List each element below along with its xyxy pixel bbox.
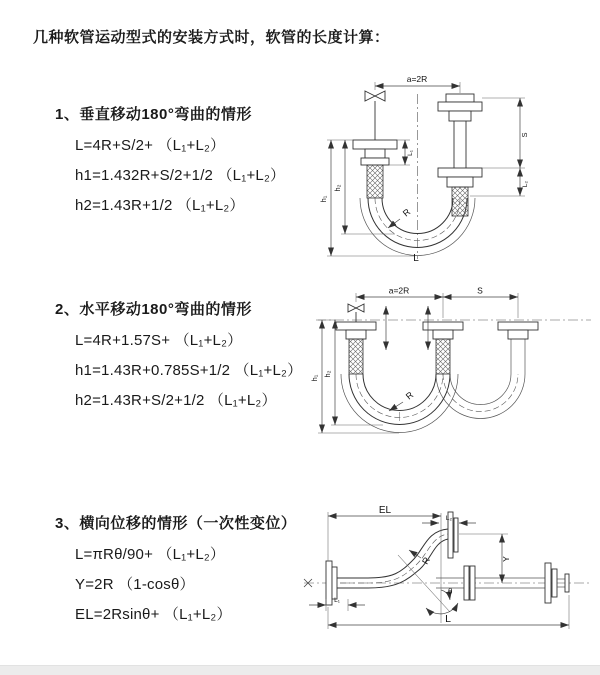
dimension-l1 <box>309 597 365 611</box>
section-1-formula-h2: h2=1.43R+1/2 （L₁+L₂） <box>75 197 245 214</box>
section-3-formula-L: L=πRθ/90+ （L₁+L₂） <box>75 546 226 563</box>
diagram-vertical-180-bend <box>315 68 595 263</box>
braided-hose <box>436 339 450 374</box>
h1-label: h₁ <box>310 374 319 382</box>
length-label: L <box>445 613 451 625</box>
dimension-span <box>375 74 460 93</box>
nut <box>446 94 474 102</box>
nut <box>447 177 473 187</box>
flange <box>438 168 482 177</box>
section-1-heading: 1、垂直移动180°弯曲的情形 <box>55 106 252 123</box>
nut <box>365 149 385 158</box>
braided-hose <box>367 165 383 198</box>
flange <box>353 140 397 149</box>
l1-label: L₁ <box>334 597 340 604</box>
r-label: R <box>400 206 413 219</box>
span-label: a=2R <box>406 74 428 84</box>
hose-curve <box>341 374 458 433</box>
collar <box>361 158 389 165</box>
flange <box>423 322 463 330</box>
l1-label: L₁ <box>407 150 414 156</box>
nut <box>346 330 366 339</box>
end-cap <box>565 574 569 592</box>
hose-curve <box>337 529 448 588</box>
diagram-lateral-displacement-svg <box>298 503 598 651</box>
flange <box>464 566 469 600</box>
flange <box>470 566 475 600</box>
section-1-formula-L: L=4R+S/2+ （L₁+L₂） <box>75 137 226 154</box>
nut <box>449 111 471 121</box>
middle-pipe <box>423 322 463 374</box>
r-label: R <box>420 555 432 566</box>
length-label: L <box>413 253 419 264</box>
radius-leader <box>389 389 416 411</box>
l2-label: L₂ <box>522 180 529 188</box>
diagram-lateral-displacement <box>298 503 598 651</box>
el-label: EL <box>378 505 392 516</box>
left-pipe <box>336 304 376 374</box>
section-3-formula-EL: EL=2Rsinθ+ （L₁+L₂） <box>75 606 232 623</box>
flange <box>545 563 551 603</box>
flange <box>552 569 557 597</box>
page-bottom-edge <box>0 665 600 675</box>
nut <box>508 330 528 339</box>
s-label: S <box>477 285 483 296</box>
valve-icon <box>365 91 385 101</box>
theta-label: θ <box>448 587 453 596</box>
r-label: R <box>403 389 416 402</box>
diagram-vertical-180-bend-svg <box>315 68 595 263</box>
h2-label: h₂ <box>333 184 342 192</box>
flange <box>498 322 538 330</box>
section-3-formula-Y: Y=2R （1-cosθ） <box>75 576 195 593</box>
section-2 <box>55 298 302 416</box>
section-3 <box>55 512 296 630</box>
diagram-horizontal-180-bend-svg <box>308 284 598 464</box>
section-2-formula-h1: h1=1.43R+0.785S+1/2 （L₁+L₂） <box>75 362 303 379</box>
section-1-formula-h1: h1=1.432R+S/2+1/2 （L₁+L₂） <box>75 167 286 184</box>
section-2-heading: 2、水平移动180°弯曲的情形 <box>55 301 252 318</box>
valve-icon <box>348 304 364 312</box>
section-3-heading: 3、横向位移的情形（一次性变位） <box>55 515 297 532</box>
section-1 <box>55 103 285 221</box>
radius-leader <box>388 206 413 228</box>
braided-hose <box>452 187 468 216</box>
span-label: a=2R <box>388 285 410 296</box>
dimension-s <box>482 98 529 168</box>
l2-label: L₂ <box>445 515 453 522</box>
dimension-span <box>356 286 518 319</box>
braided-hose <box>349 339 363 374</box>
dimension-el <box>328 505 441 561</box>
diagram-horizontal-180-bend <box>308 284 598 464</box>
right-pipe <box>498 322 538 339</box>
nut <box>433 330 453 339</box>
flange <box>336 322 376 330</box>
y-label: Y <box>501 556 511 562</box>
section-2-formula-h2: h2=1.43R+S/2+1/2 （L₁+L₂） <box>75 392 277 409</box>
flange <box>438 102 482 111</box>
h1-label: h₁ <box>319 195 328 203</box>
left-pipe <box>353 91 397 198</box>
page-title: 几种软管运动型式的安装方式时，软管的长度计算： <box>33 29 390 46</box>
s-label: S <box>520 132 529 138</box>
h2-label: h₂ <box>323 370 332 378</box>
right-pipe <box>438 94 482 216</box>
section-2-formula-L: L=4R+1.57S+ （L₁+L₂） <box>75 332 243 349</box>
